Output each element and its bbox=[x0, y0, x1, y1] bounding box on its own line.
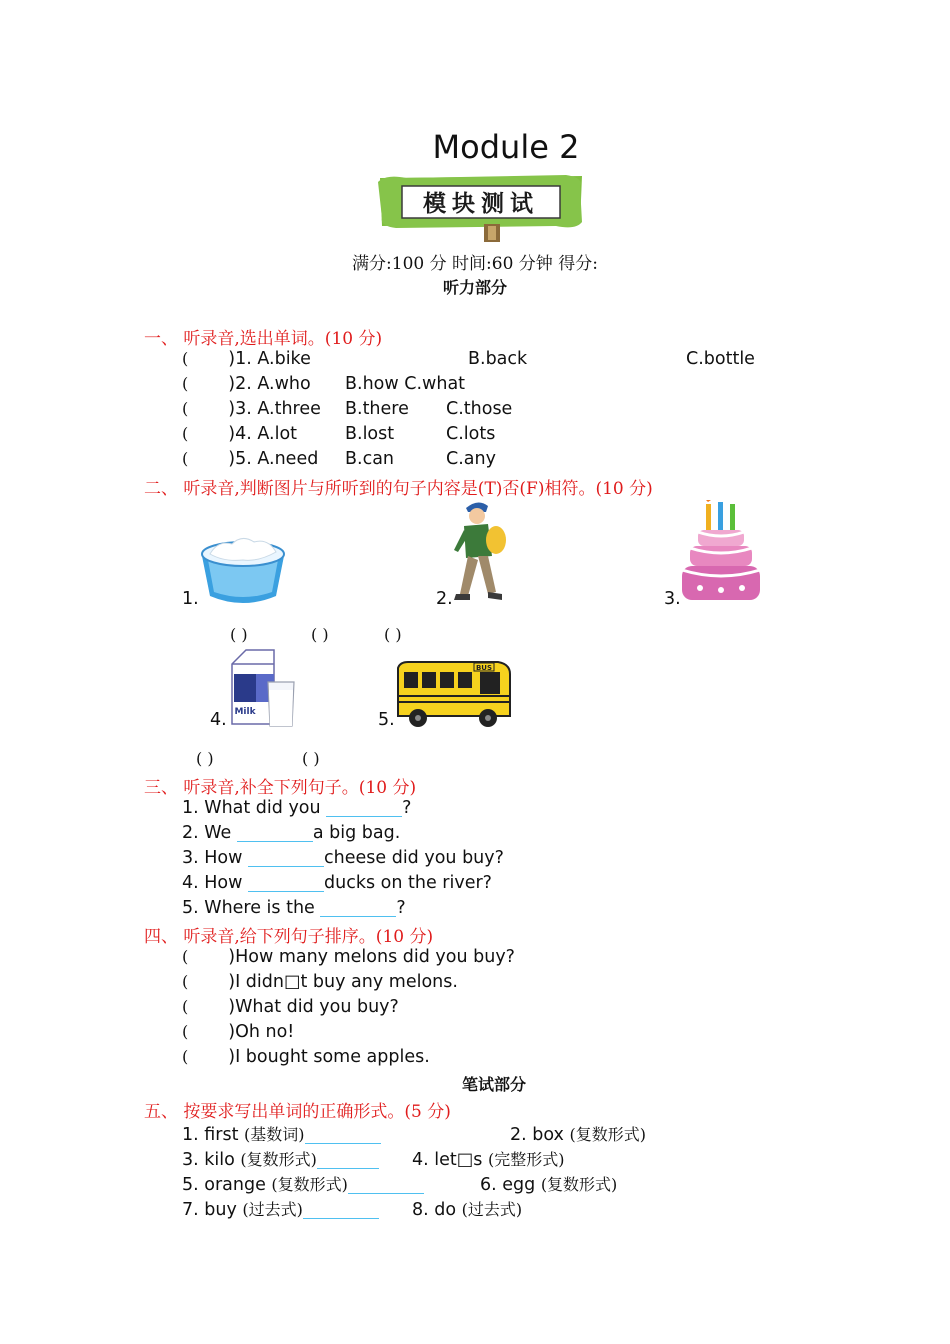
q1-item: ( )4. A.lot bbox=[182, 424, 298, 444]
listening-part-heading: 听力部分 bbox=[442, 278, 507, 297]
section-3-heading: 三、 听录音,补全下列句子。(10 分) bbox=[144, 778, 417, 798]
q5-item: 6. egg (复数形式) bbox=[480, 1175, 618, 1195]
q5-item: 5. orange (复数形式) bbox=[182, 1172, 424, 1195]
q3-item: 1. What did you ? bbox=[182, 798, 412, 818]
milk-image bbox=[226, 646, 298, 730]
score-info: 满分:100 分 时间:60 分钟 得分: bbox=[352, 254, 598, 274]
answer-blank[interactable] bbox=[248, 848, 324, 867]
q4-item: ( )Oh no! bbox=[182, 1022, 295, 1042]
walking-boy-image bbox=[448, 498, 514, 608]
answer-bracket[interactable]: ( ) bbox=[196, 749, 214, 768]
section-2-heading: 二、 听录音,判断图片与所听到的句子内容是(T)否(F)相符。(10 分) bbox=[144, 479, 653, 499]
q5-item: 2. box (复数形式) bbox=[510, 1125, 646, 1145]
section-5-heading: 五、 按要求写出单词的正确形式。(5 分) bbox=[144, 1102, 451, 1122]
q5-item: 3. kilo (复数形式) bbox=[182, 1147, 379, 1170]
section-1-heading: 一、 听录音,选出单词。(10 分) bbox=[144, 329, 383, 349]
birthday-cake-image bbox=[680, 500, 762, 608]
chalkboard-graphic bbox=[376, 172, 586, 244]
q1-option-c: C.lots bbox=[446, 424, 496, 444]
answer-blank[interactable] bbox=[317, 1150, 379, 1169]
picture-5-label: 5. bbox=[378, 710, 395, 730]
section-4-heading: 四、 听录音,给下列句子排序。(10 分) bbox=[144, 927, 434, 947]
bus-sign: BUS bbox=[475, 664, 493, 672]
q3-item: 3. How cheese did you buy? bbox=[182, 848, 504, 868]
page-title: Module 2 bbox=[432, 128, 580, 166]
q1-item: ( )3. A.three bbox=[182, 399, 321, 419]
school-bus-image bbox=[394, 660, 514, 728]
answer-bracket[interactable]: ( ) bbox=[230, 625, 248, 644]
answer-blank[interactable] bbox=[326, 798, 402, 817]
q4-item: ( )How many melons did you buy? bbox=[182, 947, 515, 967]
answer-blank[interactable] bbox=[348, 1175, 424, 1194]
picture-1-label: 1. bbox=[182, 589, 199, 609]
answer-blank[interactable] bbox=[303, 1200, 379, 1219]
q1-option-b: B.can bbox=[345, 449, 395, 469]
writing-part-heading: 笔试部分 bbox=[461, 1075, 526, 1094]
module-test-banner bbox=[376, 172, 586, 248]
picture-3-label: 3. bbox=[664, 589, 681, 609]
answer-bracket[interactable]: ( ) bbox=[384, 625, 402, 644]
q5-item: 7. buy (过去式) bbox=[182, 1197, 379, 1220]
q3-item: 4. How ducks on the river? bbox=[182, 873, 492, 893]
q4-item: ( )I didn□t buy any melons. bbox=[182, 972, 458, 992]
milk-label: Milk bbox=[234, 707, 256, 717]
q4-item: ( )I bought some apples. bbox=[182, 1047, 430, 1067]
answer-bracket[interactable]: ( ) bbox=[311, 625, 329, 644]
q1-item: ( )1. A.bike bbox=[182, 349, 311, 369]
q1-options: B.how C.what bbox=[345, 374, 466, 394]
banner-text: 模块测试 bbox=[423, 191, 539, 217]
q1-option-c: C.any bbox=[446, 449, 496, 469]
q5-item: 4. let□s (完整形式) bbox=[412, 1150, 565, 1170]
q1-option-b: B.lost bbox=[345, 424, 395, 444]
q3-item: 5. Where is the ? bbox=[182, 898, 406, 918]
picture-2-label: 2. bbox=[436, 589, 453, 609]
q1-item: ( )5. A.need bbox=[182, 449, 319, 469]
answer-blank[interactable] bbox=[305, 1125, 381, 1144]
picture-4-label: 4. bbox=[210, 710, 227, 730]
q1-option-b: B.there bbox=[345, 399, 409, 419]
q4-item: ( )What did you buy? bbox=[182, 997, 399, 1017]
rice-bowl-image bbox=[198, 532, 288, 608]
answer-bracket[interactable]: ( ) bbox=[302, 749, 320, 768]
q5-item: 1. first (基数词) bbox=[182, 1122, 381, 1145]
q1-option-c: C.bottle bbox=[686, 349, 755, 369]
q1-option-c: C.those bbox=[446, 399, 513, 419]
q3-item: 2. We a big bag. bbox=[182, 823, 401, 843]
answer-blank[interactable] bbox=[320, 898, 396, 917]
q1-item: ( )2. A.who bbox=[182, 374, 311, 394]
answer-blank[interactable] bbox=[248, 873, 324, 892]
q1-option-b: B.back bbox=[468, 349, 528, 369]
q5-item: 8. do (过去式) bbox=[412, 1200, 523, 1220]
answer-blank[interactable] bbox=[237, 823, 313, 842]
